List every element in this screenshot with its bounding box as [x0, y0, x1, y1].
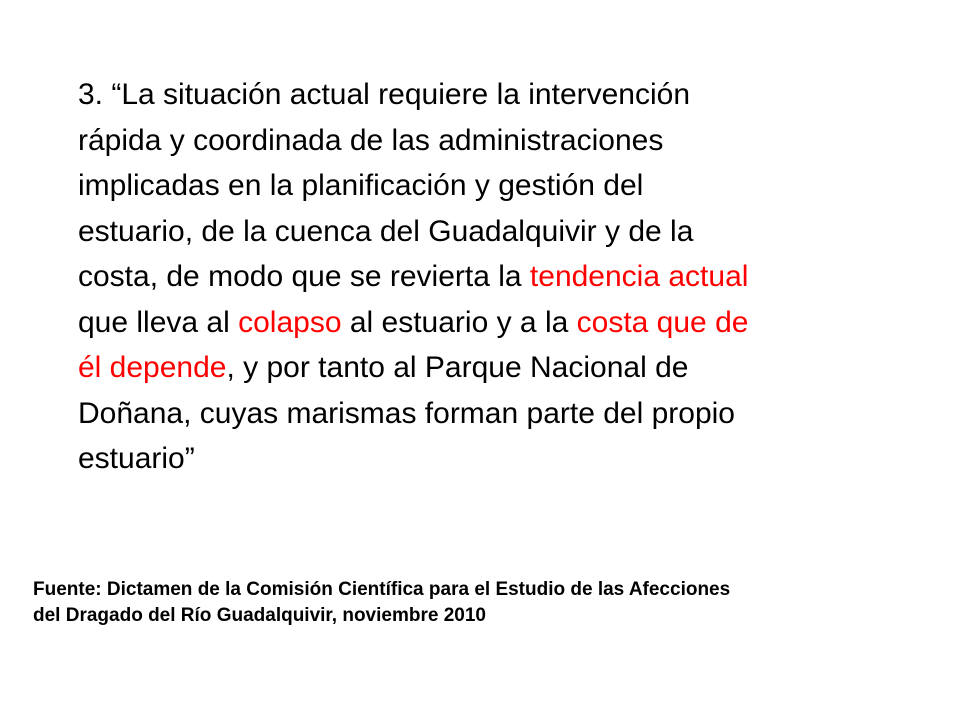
quote-text: 3. “La situación actual requiere la intervención — [78, 78, 691, 111]
quote-text: estuario” — [78, 442, 195, 475]
quote-text: costa, de modo que se revierta la — [78, 260, 530, 293]
source-citation — [33, 577, 938, 629]
quote-line-1 — [78, 72, 928, 118]
highlight-colapso: colapso — [238, 305, 342, 339]
quote-text: , y por tanto al Parque Nacional de — [226, 351, 689, 384]
quote-text: que lleva al — [78, 305, 239, 339]
quote-text: estuario, de la cuenca del Guadalquivir y de la — [78, 214, 694, 248]
highlight-el-depende: él depende — [78, 351, 227, 384]
source-line-2: del Dragado del Río Guadalquivir, noviembre 2010 — [33, 605, 486, 626]
highlight-costa-que-de: costa que de — [576, 305, 749, 339]
quote-line-9 — [78, 436, 928, 482]
quote-text: rápida y coordinada de las administraciones — [78, 123, 664, 157]
source-line-1: Fuente: Dictamen de la Comisión Científica para el Estudio de las Afecciones — [33, 579, 731, 600]
quote-text: implicadas en la planificación y gestión del — [78, 169, 644, 202]
quote-line-4 — [78, 209, 928, 255]
quote-text: al estuario y a la — [341, 305, 577, 339]
quote-line-3 — [78, 163, 928, 209]
quote-line-5 — [78, 254, 928, 300]
quote-line-7 — [78, 345, 928, 391]
quote-line-6 — [78, 300, 928, 346]
quote-text: Doñana, cuyas marismas forman parte del propio — [78, 396, 735, 430]
quote-paragraph — [78, 72, 928, 482]
quote-line-2 — [78, 118, 928, 164]
quote-line-8 — [78, 391, 928, 437]
highlight-tendencia-actual: tendencia actual — [529, 260, 749, 293]
